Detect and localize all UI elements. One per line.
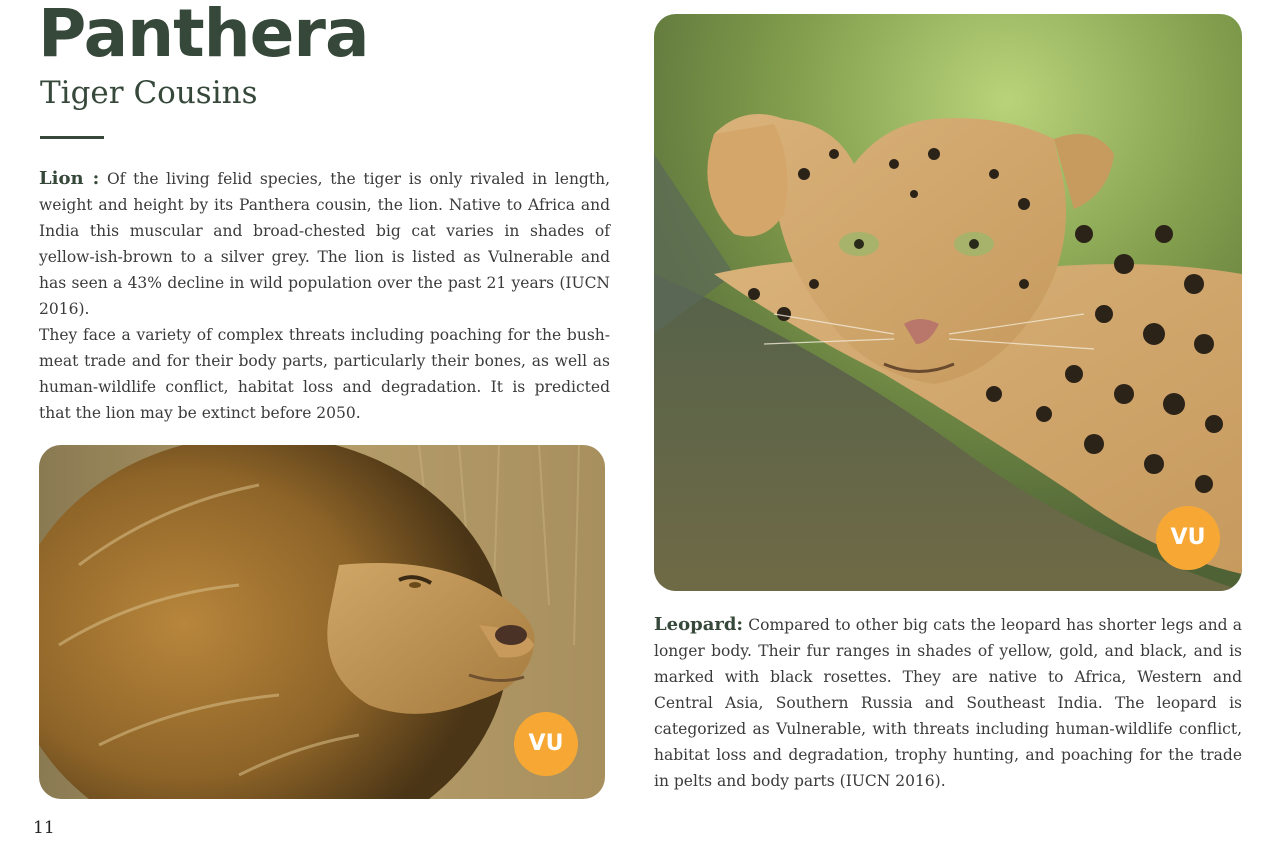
lion-photo	[39, 445, 605, 799]
leopard-photo	[654, 14, 1242, 591]
lion-description	[39, 166, 610, 322]
title-divider	[40, 136, 104, 139]
lion-paragraph-1: Of the living felid species, the tiger is only rivaled in length, weight and height by its Panthera cousin, the lion. Native to Africa and India this muscular and broad-chested big cat varies in shades of yellow-ish-brown to a silver grey. The lion is listed as Vulnerable and has seen a 43% decline in wild population over the past 21 years (IUCN 2016).	[39, 170, 610, 318]
leopard-illustration	[654, 14, 1242, 591]
lion-threats-paragraph: They face a variety of complex threats including poaching for the bush-meat trade and for their body parts, particularly their bones, as well as human-wildlife conflict, habitat loss and degradation. It is predicted that the lion may be extinct before 2050.	[39, 326, 610, 422]
leopard-label: Leopard:	[654, 614, 744, 635]
leopard-description	[654, 612, 1242, 794]
page-number: 11	[33, 818, 55, 838]
leopard-vulnerable-badge: VU	[1156, 506, 1220, 570]
leopard-paragraph: Compared to other big cats the leopard has shorter legs and a longer body. Their fur ranges in shades of yellow, gold, and black, and is marked with black rosettes. They are native to Africa, Western and Central Asia, Southern Russia and Southeast India. The leopard is categorized as Vulnerable, with threats including human-wildlife conflict, habitat loss and degradation, trophy hunting, and poaching for the trade in pelts and body parts (IUCN 2016).	[654, 616, 1242, 790]
page-subtitle: Tiger Cousins	[40, 75, 258, 111]
lion-label: Lion :	[39, 168, 100, 189]
lion-vulnerable-badge: VU	[514, 712, 578, 776]
page-title: Panthera	[38, 0, 369, 72]
